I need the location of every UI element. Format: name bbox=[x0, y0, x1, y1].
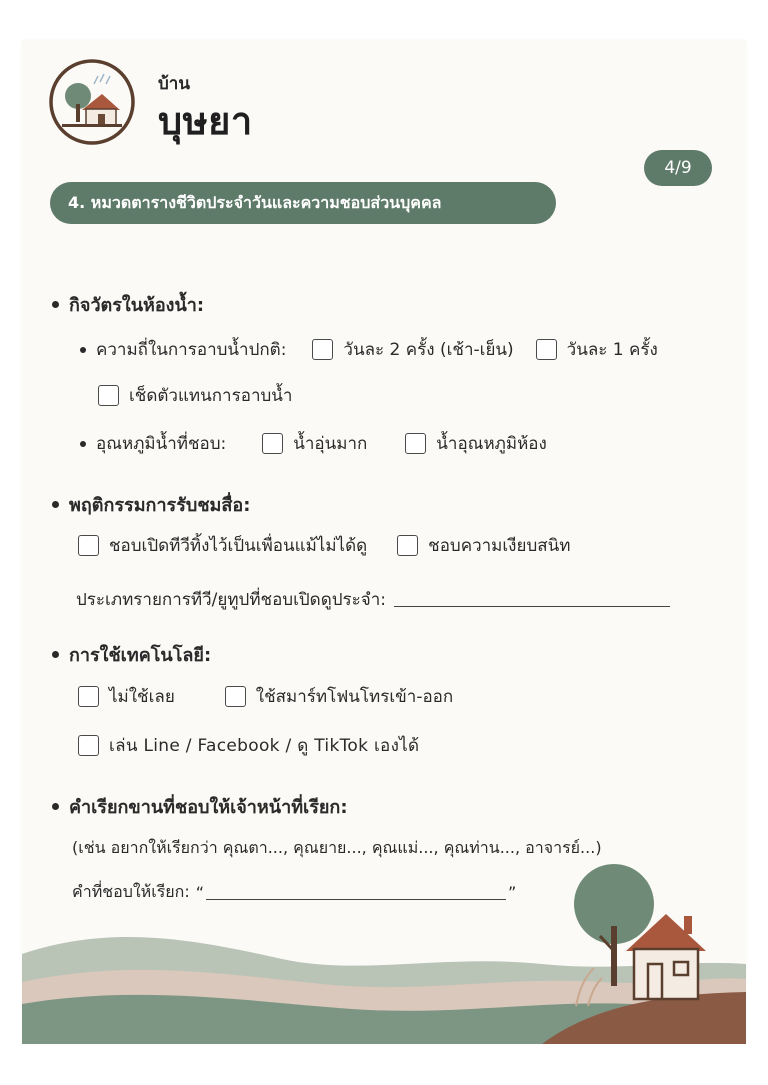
nickname-heading: คำเรียกขานที่ชอบให้เจ้าหน้าที่เรียก: bbox=[69, 797, 348, 818]
media-heading: พฤติกรรมการรับชมสื่อ: bbox=[69, 495, 251, 516]
bullet-dot bbox=[52, 803, 59, 810]
bathroom-heading: กิจวัตรในห้องน้ำ: bbox=[69, 295, 205, 316]
option-label: ไม่ใช้เลย bbox=[109, 687, 175, 707]
option-label: วันละ 1 ครั้ง bbox=[566, 340, 658, 360]
option-label: เช็ดตัวแทนการอาบน้ำ bbox=[129, 386, 293, 406]
frequency-label: ความถี่ในการอาบน้ำปกติ: bbox=[96, 340, 287, 360]
technology-row-1 bbox=[78, 683, 475, 710]
option-label: เล่น Line / Facebook / ดู TikTok เองได้ bbox=[109, 736, 420, 756]
media-option-tv-on[interactable] bbox=[78, 532, 367, 559]
option-label: ชอบความเงียบสนิท bbox=[428, 536, 571, 556]
program-label: ประเภทรายการทีวี/ยูทูปที่ชอบเปิดดูประจำ: bbox=[76, 590, 387, 610]
brand-prefix: บ้าน bbox=[158, 74, 190, 94]
technology-row-2 bbox=[78, 732, 441, 759]
frequency-option-wipe[interactable] bbox=[98, 382, 292, 409]
bullet-dot bbox=[80, 441, 86, 447]
bullet-dot bbox=[52, 501, 59, 508]
media-heading-row bbox=[52, 490, 250, 519]
technology-option-calls[interactable] bbox=[225, 683, 453, 710]
temperature-option-room[interactable] bbox=[405, 430, 546, 457]
page-indicator-badge: 4/9 bbox=[644, 150, 712, 186]
bullet-dot bbox=[52, 301, 59, 308]
checkbox[interactable] bbox=[78, 686, 99, 707]
checkbox[interactable] bbox=[78, 735, 99, 756]
checkbox[interactable] bbox=[312, 339, 333, 360]
technology-heading: การใช้เทคโนโลยี: bbox=[69, 645, 212, 666]
temperature-row bbox=[80, 430, 569, 457]
bullet-dot bbox=[52, 651, 59, 658]
frequency-row bbox=[80, 336, 658, 363]
program-row bbox=[76, 586, 670, 613]
temperature-option-warm[interactable] bbox=[262, 430, 367, 457]
frequency-option-twice[interactable] bbox=[312, 336, 513, 363]
open-quote: “ bbox=[195, 883, 205, 902]
option-label: วันละ 2 ครั้ง (เช้า-เย็น) bbox=[343, 340, 514, 360]
house-tree-illustration bbox=[566, 856, 736, 1016]
program-input-line[interactable] bbox=[394, 592, 670, 607]
temperature-label: อุณหภูมิน้ำที่ชอบ: bbox=[96, 434, 227, 454]
checkbox[interactable] bbox=[262, 433, 283, 454]
frequency-option-once[interactable] bbox=[536, 336, 658, 363]
technology-option-social[interactable] bbox=[78, 732, 419, 759]
brand-name: บุษยา bbox=[158, 99, 253, 143]
nickname-heading-row bbox=[52, 792, 348, 821]
form-page bbox=[22, 40, 746, 1044]
technology-heading-row bbox=[52, 640, 211, 669]
media-option-quiet[interactable] bbox=[397, 532, 570, 559]
nickname-example-row bbox=[72, 836, 602, 861]
bathroom-heading-row bbox=[52, 290, 204, 319]
technology-option-none[interactable] bbox=[78, 683, 175, 710]
option-label: น้ำอุณหภูมิห้อง bbox=[436, 434, 547, 454]
checkbox[interactable] bbox=[225, 686, 246, 707]
house-logo-icon bbox=[48, 58, 136, 146]
option-label: น้ำอุ่นมาก bbox=[293, 434, 368, 454]
checkbox[interactable] bbox=[405, 433, 426, 454]
section-title: 4. หมวดตารางชีวิตประจำวันและความชอบส่วนบุคคล bbox=[50, 182, 556, 224]
checkbox[interactable] bbox=[536, 339, 557, 360]
nickname-example: (เช่น อยากให้เรียกว่า คุณตา..., คุณยาย..., คุณแม่..., คุณท่าน..., อาจารย์...) bbox=[72, 838, 602, 857]
close-quote: ” bbox=[508, 883, 517, 902]
checkbox[interactable] bbox=[98, 385, 119, 406]
checkbox[interactable] bbox=[397, 535, 418, 556]
option-label: ชอบเปิดทีวีทิ้งไว้เป็นเพื่อนแม้ไม่ได้ดู bbox=[109, 536, 368, 556]
bullet-dot bbox=[80, 347, 86, 353]
nickname-field-label: คำที่ชอบให้เรียก: bbox=[72, 882, 190, 901]
option-label: ใช้สมาร์ทโฟนโทรเข้า-ออก bbox=[255, 687, 454, 707]
media-options-row bbox=[78, 532, 592, 559]
checkbox[interactable] bbox=[78, 535, 99, 556]
frequency-row-2 bbox=[98, 382, 314, 409]
